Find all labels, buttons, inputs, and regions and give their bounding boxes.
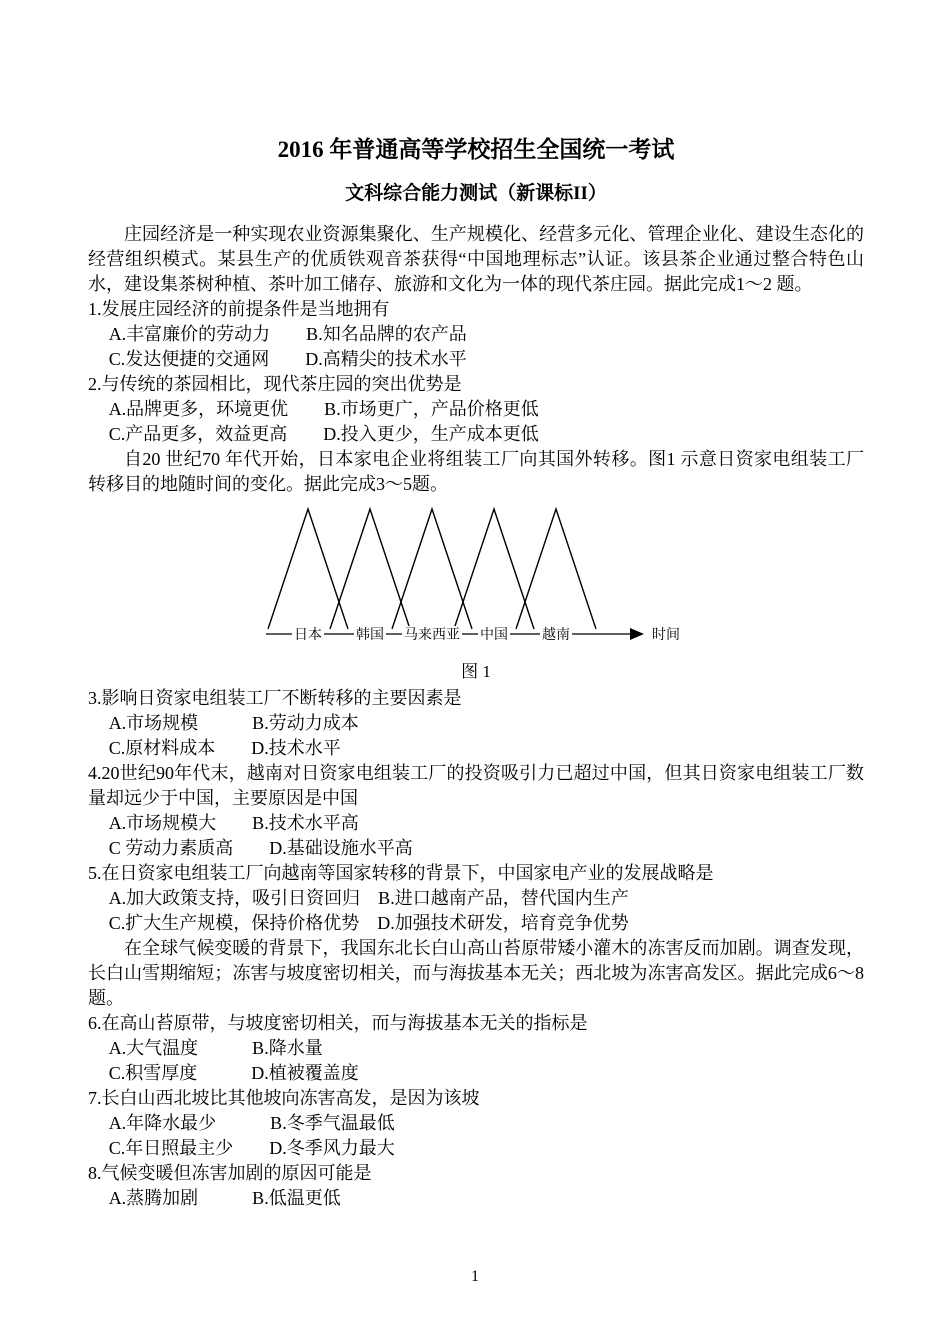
option-line: A.蒸腾加剧 B.低温更低 bbox=[108, 1188, 341, 1208]
axis-category-label-japan: 日本 bbox=[294, 628, 322, 643]
time-axis-label: 时间 bbox=[652, 628, 680, 643]
exam-subtitle: 文科综合能力测试（新课标II） bbox=[345, 183, 607, 204]
option-line: C.发达便捷的交通网 D.高精尖的技术水平 bbox=[108, 349, 467, 369]
intro-paragraph-3: 在全球气候变暖的背景下，我国东北长白山高山苔原带矮小灌木的冻害反而加剧。调查发现，长白山雪期缩短；冻害与坡度密切相关，而与海拔基本无关；西北坡为冻害高发区。据此完成6～8题。 bbox=[88, 938, 864, 1008]
question-3 bbox=[88, 686, 864, 761]
time-axis-arrow bbox=[630, 628, 644, 640]
question-stem: 2.与传统的茶园相比，现代茶庄园的突出优势是 bbox=[88, 374, 462, 394]
option-line: A.市场规模 B.劳动力成本 bbox=[108, 713, 359, 733]
axis-category-label-malaysia: 马来西亚 bbox=[404, 628, 460, 643]
intro-paragraph-2: 自20 世纪70 年代开始，日本家电企业将组装工厂向其国外转移。图1 示意日资家电组装工厂转移目的地随时间的变化。据此完成3～5题。 bbox=[88, 449, 864, 494]
intro-paragraph-1: 庄园经济是一种实现农业资源集聚化、生产规模化、经营多元化、管理企业化、建设生态化的经营组织模式。某县生产的优质铁观音茶获得“中国地理标志”认证。该县茶企业通过整合特色山水，建设集茶树种植、茶叶加工储存、旅游和文化为一体的现代茶庄园。据此完成1～2 题。 bbox=[88, 224, 864, 294]
question-stem: 8.气候变暖但冻害加剧的原因可能是 bbox=[88, 1163, 372, 1183]
question-stem: 3.影响日资家电组装工厂不断转移的主要因素是 bbox=[88, 688, 462, 708]
figure-1 bbox=[88, 501, 864, 658]
option-line: A.加大政策支持，吸引日资回归 B.进口越南产品，替代国内生产 bbox=[108, 888, 629, 908]
axis-category-label-china: 中国 bbox=[480, 628, 508, 643]
option-line: A.品牌更多，环境更优 B.市场更广，产品价格更低 bbox=[108, 399, 539, 419]
option-line: C.扩大生产规模，保持价格优势 D.加强技术研发，培育竞争优势 bbox=[108, 913, 629, 933]
question-stem: 5.在日资家电组装工厂向越南等国家转移的背景下，中国家电产业的发展战略是 bbox=[88, 863, 714, 883]
question-4 bbox=[88, 761, 864, 861]
option-line: C.原材料成本 D.技术水平 bbox=[108, 738, 341, 758]
question-stem: 4.20世纪90年代末，越南对日资家电组装工厂的投资吸引力已超过中国，但其日资家电组装工厂数量却远少于中国，主要原因是中国 bbox=[88, 763, 864, 808]
axis-category-label-vietnam: 越南 bbox=[542, 628, 570, 643]
option-line: A.市场规模大 B.技术水平高 bbox=[108, 813, 359, 833]
option-line: C.产品更多，效益更高 D.投入更少，生产成本更低 bbox=[108, 424, 539, 444]
question-7 bbox=[88, 1086, 864, 1161]
question-stem: 1.发展庄园经济的前提条件是当地拥有 bbox=[88, 299, 390, 319]
question-stem: 6.在高山苔原带，与坡度密切相关，而与海拔基本无关的指标是 bbox=[88, 1013, 588, 1033]
option-line: C.年日照最主少 D.冬季风力最大 bbox=[108, 1138, 395, 1158]
option-line: C 劳动力素质高 D.基础设施水平高 bbox=[108, 838, 413, 858]
question-1 bbox=[88, 297, 864, 372]
figure-caption: 图 1 bbox=[461, 662, 491, 681]
option-line: C.积雪厚度 D.植被覆盖度 bbox=[108, 1063, 359, 1083]
axis-category-label-korea: 韩国 bbox=[356, 628, 384, 643]
option-line: A.丰富廉价的劳动力 B.知名品牌的农产品 bbox=[108, 324, 467, 344]
exam-content bbox=[88, 136, 864, 1211]
question-8 bbox=[88, 1161, 864, 1211]
question-2 bbox=[88, 372, 864, 447]
question-stem: 7.长白山西北坡比其他坡向冻害高发，是因为该坡 bbox=[88, 1088, 480, 1108]
page-number: 1 bbox=[471, 1268, 479, 1285]
question-6 bbox=[88, 1011, 864, 1086]
option-line: A.年降水最少 B.冬季气温最低 bbox=[108, 1113, 395, 1133]
exam-title: 2016 年普通高等学校招生全国统一考试 bbox=[277, 137, 675, 162]
option-line: A.大气温度 B.降水量 bbox=[108, 1038, 323, 1058]
figure-chart bbox=[256, 501, 696, 653]
question-5 bbox=[88, 861, 864, 936]
